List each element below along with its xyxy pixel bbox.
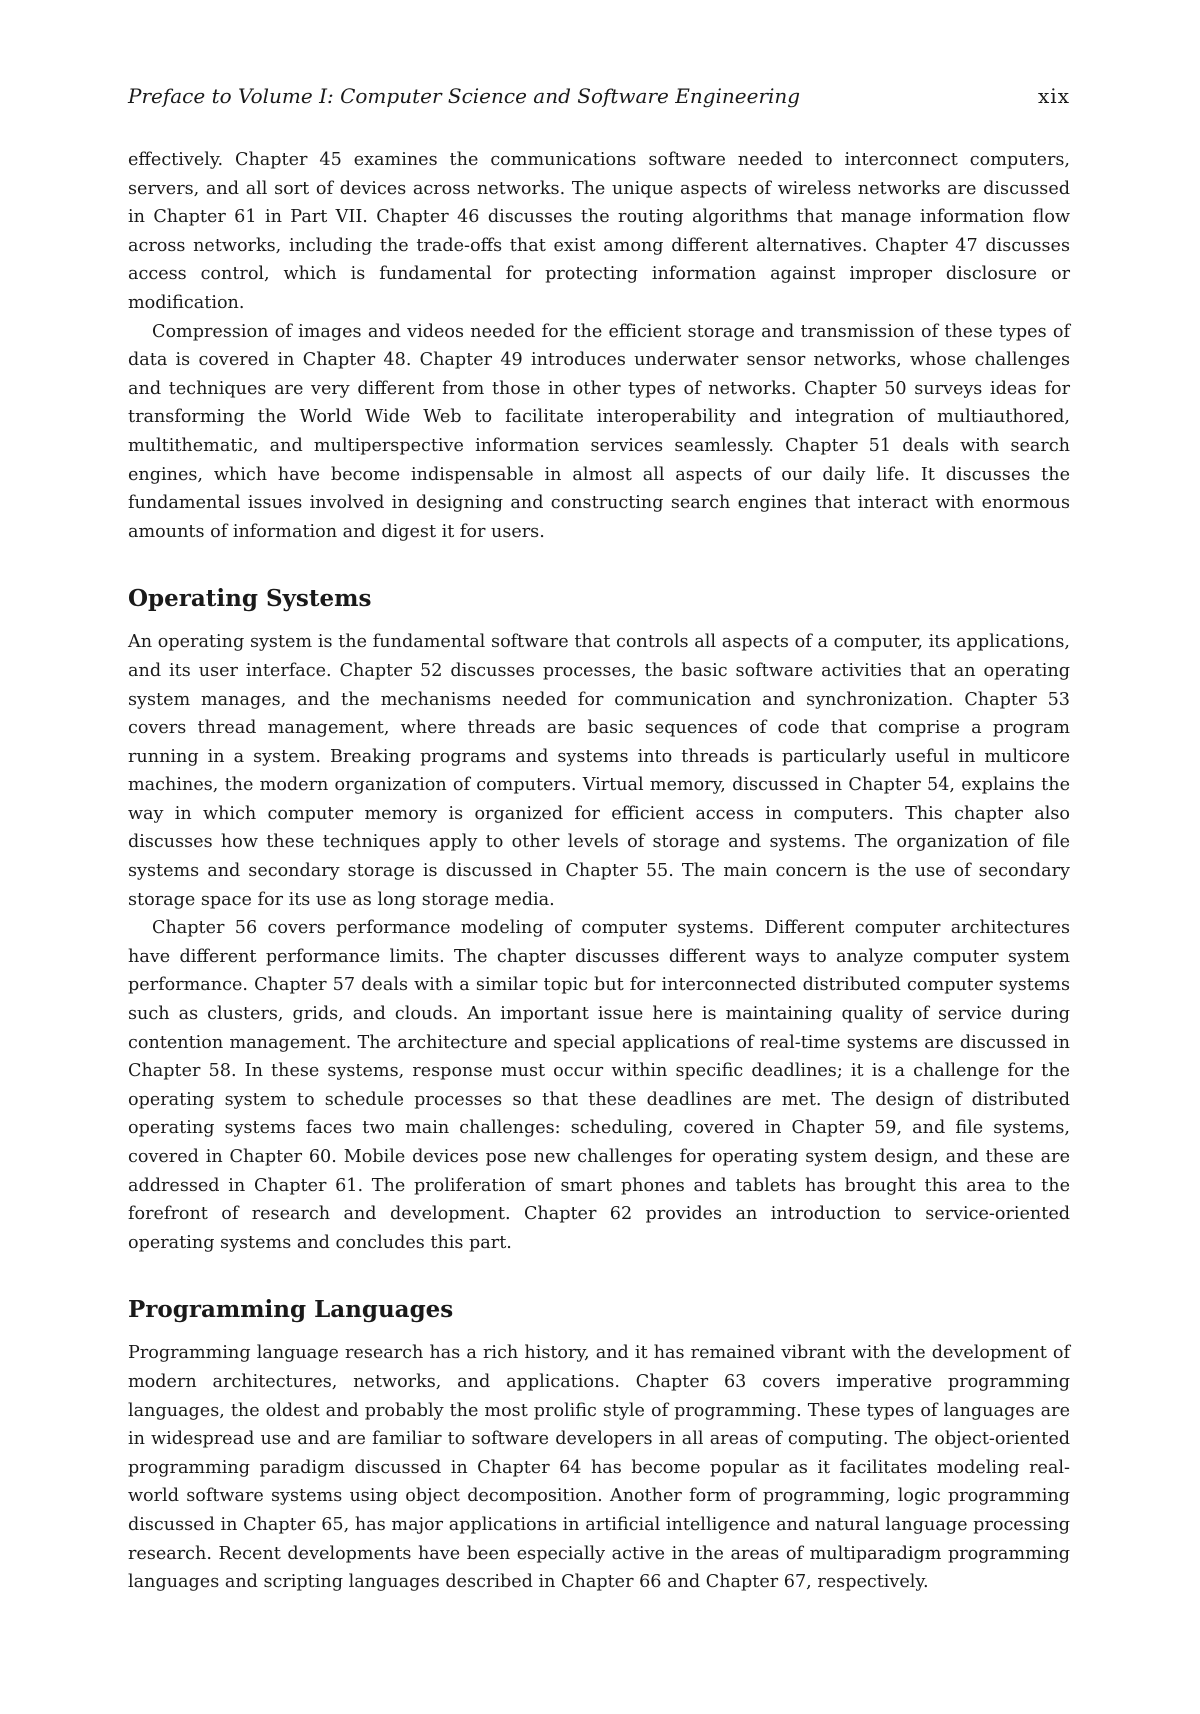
section-heading: Programming Languages (128, 1296, 454, 1324)
section-programming-languages (128, 1295, 1070, 1596)
running-title: Preface to Volume I: Computer Science and Software Engineering (128, 84, 801, 108)
paragraph: Compression of images and videos needed for the efficient storage and transmission of these types of data is covered in Chapter 48. Chapter 49 introduces underwater sensor networks, whose challenges and techniques are very different from those in other types of networks. Chapter 50 surveys ideas for transforming the World Wide Web to facilitate interoperability and integration of multiauthored, multithematic, and multiperspective information services seamlessly. Chapter 51 deals with search engines, which have become indispensable in almost all aspects of our daily life. It discusses the fundamental issues involved in designing and constructing search engines that interact with enormous amounts of information and digest it for users. (128, 321, 1070, 542)
section-heading: Operating Systems (128, 585, 372, 613)
paragraph: Chapter 56 covers performance modeling of computer systems. Different computer architectures have different performance limits. The chapter discusses different ways to analyze computer system performance. Chapter 57 deals with a similar topic but for interconnected distributed computer systems such as clusters, grids, and clouds. An important issue here is maintaining quality of service during contention management. The architecture and special applications of real-time systems are discussed in Chapter 58. In these systems, response must occur within specific deadlines; it is a challenge for the operating system to schedule processes so that these deadlines are met. The design of distributed operating systems faces two main challenges: scheduling, covered in Chapter 59, and file systems, covered in Chapter 60. Mobile devices pose new challenges for operating system design, and these are addressed in Chapter 61. The proliferation of smart phones and tablets has brought this area to the forefront of research and development. Chapter 62 provides an introduction to service-oriented operating systems and concludes this part. (128, 918, 1070, 1253)
page-number: xix (1038, 84, 1070, 108)
section-operating-systems (128, 584, 1070, 1257)
paragraph: effectively. Chapter 45 examines the communications software needed to interconnect computers, servers, and all sort of devices across networks. The unique aspects of wireless networks are discussed in Chapter 61 in Part VII. Chapter 46 discusses the routing algorithms that manage information flow across networks, including the trade-offs that exist among different alternatives. Chapter 47 discusses access control, which is fundamental for protecting information against improper disclosure or modification. (128, 150, 1070, 313)
paragraph: Programming language research has a rich history, and it has remained vibrant with the development of modern architectures, networks, and applications. Chapter 63 covers imperative programming languages, the oldest and probably the most prolific style of programming. These types of languages are in widespread use and are familiar to software developers in all areas of computing. The object-oriented programming paradigm discussed in Chapter 64 has become popular as it facilitates modeling real-world software systems using object decomposition. Another form of programming, logic programming discussed in Chapter 65, has major applications in artificial intelligence and natural language processing research. Recent developments have been especially active in the areas of multiparadigm programming languages and scripting languages described in Chapter 66 and Chapter 67, respectively. (128, 1343, 1070, 1593)
book-page (128, 84, 1070, 1597)
running-header (128, 84, 1070, 126)
paragraph: An operating system is the fundamental software that controls all aspects of a computer, its applications, and its user interface. Chapter 52 discusses processes, the basic software activities that an operating system manages, and the mechanisms needed for communication and synchronization. Chapter 53 covers thread management, where threads are basic sequences of code that comprise a program running in a system. Breaking programs and systems into threads is particularly useful in multicore machines, the modern organization of computers. Virtual memory, discussed in Chapter 54, explains the way in which computer memory is organized for efficient access in computers. This chapter also discusses how these techniques apply to other levels of storage and systems. The organization of file systems and secondary storage is discussed in Chapter 55. The main concern is the use of secondary storage space for its use as long storage media. (128, 632, 1070, 910)
intro-block (128, 146, 1070, 546)
